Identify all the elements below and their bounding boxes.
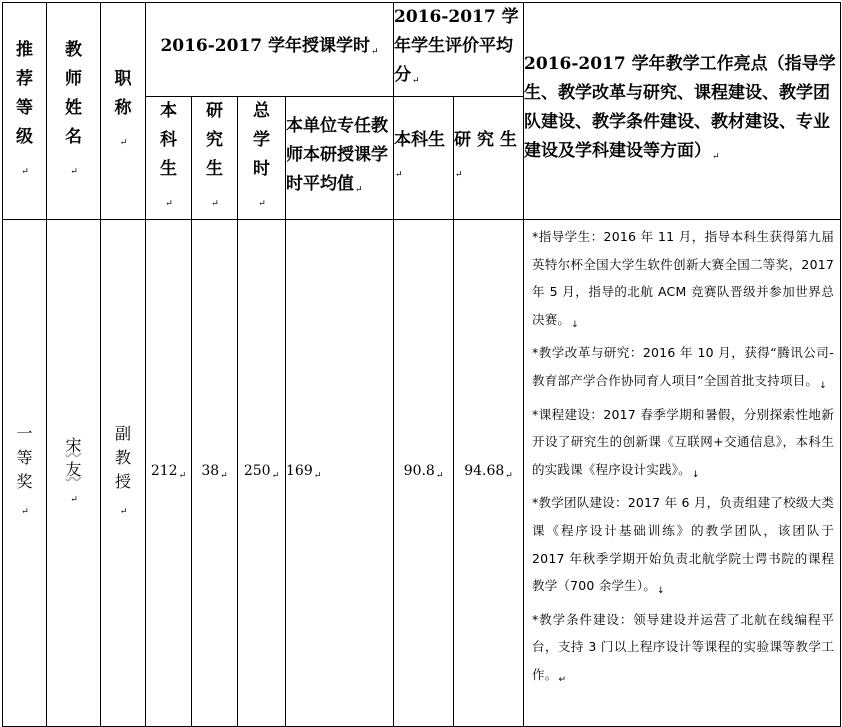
highlight-text: *指导学生：2016 年 11 月，指导本科生获得第九届英特尔杯全国大学生软件创新大赛全国二等奖，2017 年 5 月，指导的北航 ACM 竞赛队晋级并参加世界总决赛。	[532, 229, 835, 327]
data-row	[3, 220, 841, 727]
header-highlights-cell	[524, 3, 841, 220]
header-hours-group-cell	[146, 3, 394, 97]
highlight-text: *课程建设：2017 春季学期和暑假，分别探索性地新开设了研究生的创新课《互联网+交通信息》，本科生的实践课《程序设计实践》。	[532, 406, 835, 477]
cell-mark: ↵	[70, 495, 78, 505]
cell-mark: ↵	[371, 47, 379, 57]
header-eval-undergrad: 本科生	[394, 130, 446, 150]
eval-undergrad-cell	[394, 220, 454, 727]
header-eval-group-cell	[394, 3, 524, 97]
header-eval-group: 2016-2017 学年学生评价平均分	[394, 7, 519, 85]
highlight-item	[532, 489, 834, 605]
title-cell	[101, 220, 146, 727]
cell-mark: ↵	[220, 470, 228, 481]
award-recommendation-table	[2, 2, 841, 727]
cell-mark: ↵	[211, 199, 219, 209]
teacher-name: 宋友	[65, 436, 82, 479]
header-row-top	[3, 3, 841, 97]
cell-mark: ↵	[119, 507, 128, 517]
hours-total-cell	[238, 220, 286, 727]
header-hours-grad-cell	[192, 97, 238, 220]
hours-unit-avg-value: 169	[286, 462, 313, 479]
header-eval-grad: 研 究 生	[454, 130, 517, 150]
cell-mark: ↵	[258, 199, 266, 209]
cell-mark: ↵	[455, 170, 463, 180]
header-title: 职称	[114, 68, 132, 118]
cell-mark: ↵	[313, 470, 322, 481]
hours-grad-cell	[192, 220, 238, 727]
header-eval-grad-cell	[454, 97, 524, 220]
cell-mark: ↵	[712, 152, 720, 162]
header-hours-total-cell	[238, 97, 286, 220]
header-hours-undergrad-cell	[146, 97, 192, 220]
cell-mark: ↵	[412, 76, 420, 86]
highlight-item	[532, 223, 834, 339]
hours-unit-avg-cell	[286, 220, 394, 727]
rank-cell	[3, 220, 47, 727]
hours-undergrad-cell	[146, 220, 192, 727]
highlights-cell	[524, 220, 841, 727]
header-hours-unit-avg-cell	[286, 97, 394, 220]
cell-mark: ↵	[21, 507, 29, 517]
header-name-cell	[47, 3, 101, 220]
header-name: 教师姓名	[65, 39, 82, 147]
header-hours-group: 2016-2017 学年授课学时	[160, 36, 371, 56]
eval-grad-value: 94.68	[464, 462, 505, 479]
hours-grad-value: 38	[201, 462, 220, 479]
hours-undergrad-value: 212	[150, 462, 178, 479]
cell-mark: ↵	[558, 674, 567, 685]
teacher-title: 副教授	[114, 424, 131, 491]
header-hours-grad: 研究生	[206, 101, 223, 179]
cell-mark: ↵	[505, 470, 513, 481]
highlight-text: *教学条件建设：领导建设并运营了北航在线编程平台，支持 3 门以上程序设计等课程的实验课等教学工作。	[532, 611, 835, 682]
header-rank-cell	[3, 3, 47, 220]
cell-mark: ↵	[395, 170, 403, 180]
cell-mark: ↵	[119, 137, 128, 148]
header-eval-undergrad-cell	[394, 97, 454, 220]
cell-mark: ↵	[271, 470, 280, 481]
hours-total-value: 250	[243, 462, 271, 479]
header-hours-unit-avg: 本单位专任教师本研授课学时平均值	[286, 115, 388, 194]
highlight-item	[532, 339, 834, 400]
para-mark: ↓	[691, 469, 700, 480]
para-mark: ↓	[571, 319, 579, 330]
cell-mark: ↵	[435, 470, 444, 481]
name-cell	[47, 220, 101, 727]
header-title-cell	[101, 3, 146, 220]
header-rank: 推荐等级	[16, 39, 33, 147]
cell-mark: ↵	[70, 166, 78, 177]
highlight-item	[532, 606, 834, 695]
eval-grad-cell	[454, 220, 524, 727]
cell-mark: ↵	[21, 166, 29, 177]
cell-mark: ↵	[178, 470, 187, 481]
highlight-item	[532, 401, 834, 490]
rank-value: 一等奖	[16, 424, 33, 491]
header-hours-total: 总学时	[253, 101, 270, 179]
para-mark: ↓	[657, 586, 665, 597]
cell-mark: ↵	[165, 199, 173, 209]
cell-mark: ↵	[355, 184, 363, 195]
header-hours-undergrad: 本科生	[160, 101, 177, 179]
highlight-text: *教学团队建设：2017 年 6 月，负责组建了校级大类课《程序设计基础训练》的教学团队，该团队于 2017 年秋季学期开始负责北航学院士谔书院的课程教学（700 余学生）。	[532, 495, 835, 594]
highlight-text: *教学改革与研究：2016 年 10 月，获得“腾讯公司-教育部产学合作协同育人项目”全国首批支持项目。	[532, 345, 835, 388]
eval-undergrad-value: 90.8	[403, 462, 435, 479]
header-highlights: 2016-2017 学年教学工作亮点（指导学生、教学改革与研究、课程建设、教学团队建设、教学条件建设、教材建设、专业建设及学科建设等方面）	[524, 54, 836, 161]
para-mark: ↓	[819, 380, 827, 391]
